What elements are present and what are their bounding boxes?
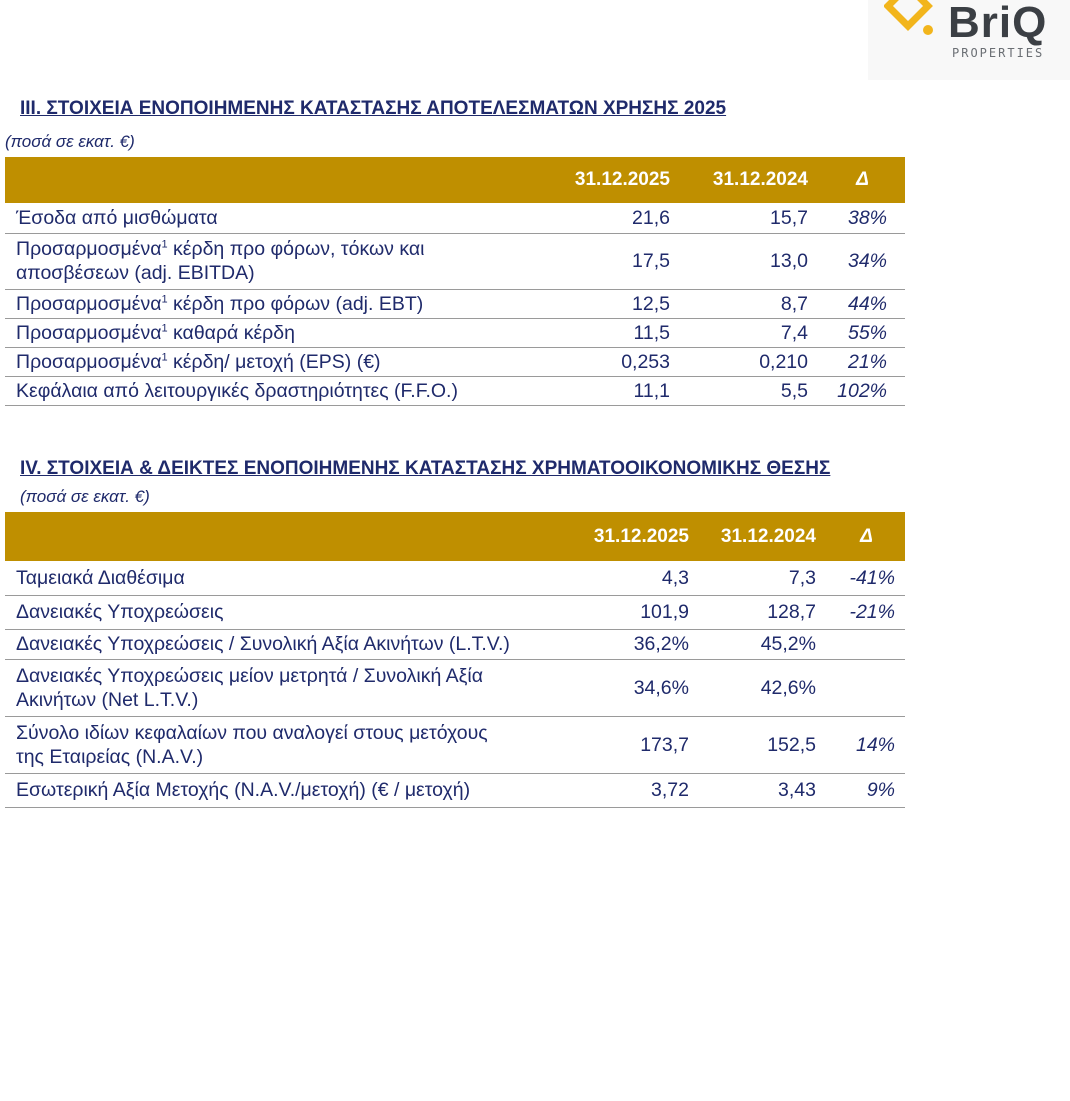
value-2025: 4,3 — [573, 561, 701, 595]
row-label-part: Προσαρμοσμένα — [16, 238, 162, 260]
row-label: Έσοδα από μισθώματα — [5, 203, 545, 233]
table-row — [5, 659, 905, 716]
value-2024: 7,4 — [682, 318, 820, 347]
row-label — [5, 716, 573, 773]
value-2025: 101,9 — [573, 595, 701, 629]
value-2024: 128,7 — [701, 595, 828, 629]
footnote-marker: 1 — [161, 238, 168, 251]
value-2024: 42,6% — [701, 659, 828, 716]
row-label — [5, 347, 545, 376]
table-header-row — [5, 157, 905, 203]
value-2024: 0,210 — [682, 347, 820, 376]
value-2024: 15,7 — [682, 203, 820, 233]
table-row — [5, 233, 905, 289]
row-label-part: καθαρά κέρδη — [167, 321, 295, 344]
row-label-part: Προσαρμοσμένα — [16, 321, 162, 344]
table-row — [5, 595, 905, 629]
table-row — [5, 376, 905, 405]
header-2024: 31.12.2024 — [682, 157, 820, 203]
footnote-marker: 1 — [161, 351, 168, 363]
value-2025: 21,6 — [545, 203, 682, 233]
value-2025: 17,5 — [545, 233, 682, 289]
value-2024: 152,5 — [701, 716, 828, 773]
income-statement-table — [5, 157, 905, 406]
value-delta: 9% — [828, 773, 905, 807]
row-label-part: κέρδη προ φόρων (adj. EBT) — [167, 292, 424, 315]
row-label — [5, 659, 573, 716]
value-2025: 11,1 — [545, 376, 682, 405]
logo-mark-icon — [884, 0, 944, 44]
section4-units: (ποσά σε εκατ. €) — [20, 487, 150, 506]
row-label-part: κέρδη προ φόρων, τόκων και — [167, 238, 425, 260]
row-label-part: Προσαρμοσμένα — [16, 292, 162, 315]
value-2024: 5,5 — [682, 376, 820, 405]
table-row — [5, 773, 905, 807]
row-label-part: Ακινήτων (Net L.T.V.) — [16, 688, 199, 711]
value-2025: 36,2% — [573, 629, 701, 659]
value-delta: 21% — [820, 347, 905, 376]
value-delta: 55% — [820, 318, 905, 347]
value-2025: 12,5 — [545, 289, 682, 318]
row-label: Δανειακές Υποχρεώσεις — [5, 595, 573, 629]
value-2024: 3,43 — [701, 773, 828, 807]
table-row — [5, 716, 905, 773]
row-label — [5, 289, 545, 318]
row-label-part: Δανειακές Υποχρεώσεις μείον μετρητά / Συνολική Αξία — [16, 664, 483, 687]
row-label-part: Προσαρμοσμένα — [16, 350, 162, 373]
logo-subtitle: PROPERTIES — [952, 46, 1045, 60]
value-2024: 13,0 — [682, 233, 820, 289]
value-delta: -21% — [828, 595, 905, 629]
company-logo — [868, 0, 1070, 80]
value-2025: 34,6% — [573, 659, 701, 716]
table-row — [5, 347, 905, 376]
row-label-part: Σύνολο ιδίων κεφαλαίων που αναλογεί στους μετόχους — [16, 721, 488, 744]
header-delta: Δ — [828, 512, 905, 561]
value-2024: 8,7 — [682, 289, 820, 318]
row-label — [5, 318, 545, 347]
row-label: Ταμειακά Διαθέσιμα — [5, 561, 573, 595]
footnote-marker: 1 — [161, 322, 168, 334]
row-label: Εσωτερική Αξία Μετοχής (N.A.V./μετοχή) (€ / μετοχή) — [5, 773, 573, 807]
value-2024: 45,2% — [701, 629, 828, 659]
row-label — [5, 233, 545, 289]
value-delta — [828, 629, 905, 659]
value-2024: 7,3 — [701, 561, 828, 595]
table-row — [5, 203, 905, 233]
value-delta: 44% — [820, 289, 905, 318]
table-row — [5, 629, 905, 659]
header-delta: Δ — [820, 157, 905, 203]
footnote-marker: 1 — [161, 293, 168, 305]
table-header-row — [5, 512, 905, 561]
table-row — [5, 318, 905, 347]
header-label — [5, 512, 573, 561]
value-delta: 102% — [820, 376, 905, 405]
header-label — [5, 157, 545, 203]
value-2025: 3,72 — [573, 773, 701, 807]
value-delta: 38% — [820, 203, 905, 233]
row-label-part: της Εταιρείας (N.A.V.) — [16, 745, 204, 768]
value-delta: 14% — [828, 716, 905, 773]
header-2025: 31.12.2025 — [573, 512, 701, 561]
table-row — [5, 561, 905, 595]
row-label-part: αποσβέσεων (adj. EBITDA) — [16, 262, 255, 284]
value-delta: 34% — [820, 233, 905, 289]
value-delta: -41% — [828, 561, 905, 595]
logo-wordmark: BriQ — [948, 0, 1048, 47]
header-2024: 31.12.2024 — [701, 512, 828, 561]
section3-units: (ποσά σε εκατ. €) — [5, 132, 135, 151]
row-label: Κεφάλαια από λειτουργικές δραστηριότητες (F.F.O.) — [5, 376, 545, 405]
financial-position-table — [5, 512, 905, 808]
row-label-part: κέρδη/ μετοχή (EPS) (€) — [167, 350, 381, 373]
table-row — [5, 289, 905, 318]
value-2025: 11,5 — [545, 318, 682, 347]
value-2025: 0,253 — [545, 347, 682, 376]
value-delta — [828, 659, 905, 716]
value-2025: 173,7 — [573, 716, 701, 773]
row-label: Δανειακές Υποχρεώσεις / Συνολική Αξία Ακινήτων (L.T.V.) — [5, 629, 573, 659]
section3-title: III. ΣΤΟΙΧΕΙΑ ΕΝΟΠΟΙΗΜΕΝΗΣ ΚΑΤΑΣΤΑΣΗΣ ΑΠΟΤΕΛΕΣΜΑΤΩΝ ΧΡΗΣΗΣ 2025 — [20, 98, 727, 119]
header-2025: 31.12.2025 — [545, 157, 682, 203]
section4-title: IV. ΣΤΟΙΧΕΙΑ & ΔΕΙΚΤΕΣ ΕΝΟΠΟΙΗΜΕΝΗΣ ΚΑΤΑΣΤΑΣΗΣ ΧΡΗΜΑΤΟΟΙΚΟΝΟΜΙΚΗΣ ΘΕΣΗΣ — [20, 458, 831, 479]
